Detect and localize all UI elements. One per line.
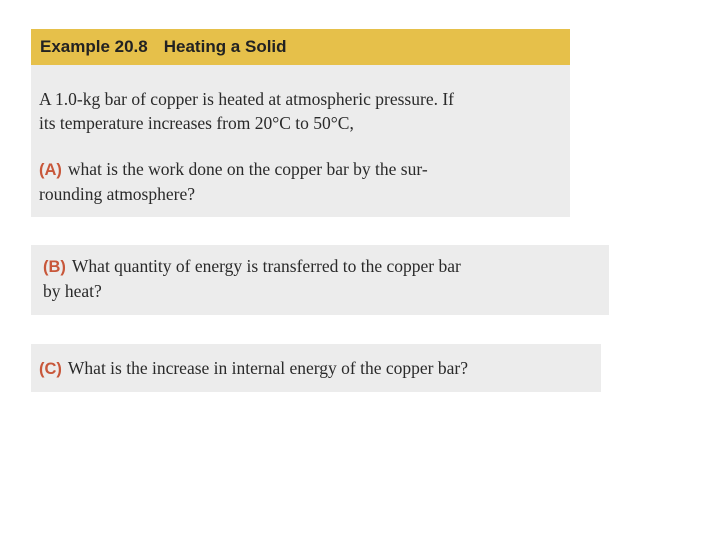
part-a-label: (A)	[39, 161, 62, 179]
part-c-text: What is the increase in internal energy of the copper bar?	[67, 358, 468, 378]
problem-intro	[39, 87, 561, 135]
problem-intro-line-1: A 1.0-kg bar of copper is heated at atmospheric pressure. If	[39, 89, 454, 109]
example-number: Example 20.8	[40, 37, 148, 56]
problem-intro-line-2: its temperature increases from 20°C to 50°C,	[39, 113, 354, 133]
part-b-label: (B)	[43, 258, 66, 276]
part-b-panel	[31, 245, 609, 315]
part-c-panel	[31, 344, 601, 392]
part-a-line-2: rounding atmosphere?	[39, 184, 195, 204]
part-c-label: (C)	[39, 360, 62, 378]
part-c-question	[39, 356, 593, 381]
part-b-line-1: What quantity of energy is transferred to the copper bar	[71, 256, 461, 276]
example-header	[31, 29, 570, 65]
example-title: Heating a Solid	[163, 37, 287, 56]
part-b-line-2: by heat?	[43, 281, 102, 301]
part-b-question	[43, 254, 597, 303]
problem-statement-panel	[31, 65, 570, 217]
part-a-line-1: what is the work done on the copper bar by the sur-	[67, 159, 428, 179]
part-a-question	[39, 157, 561, 206]
